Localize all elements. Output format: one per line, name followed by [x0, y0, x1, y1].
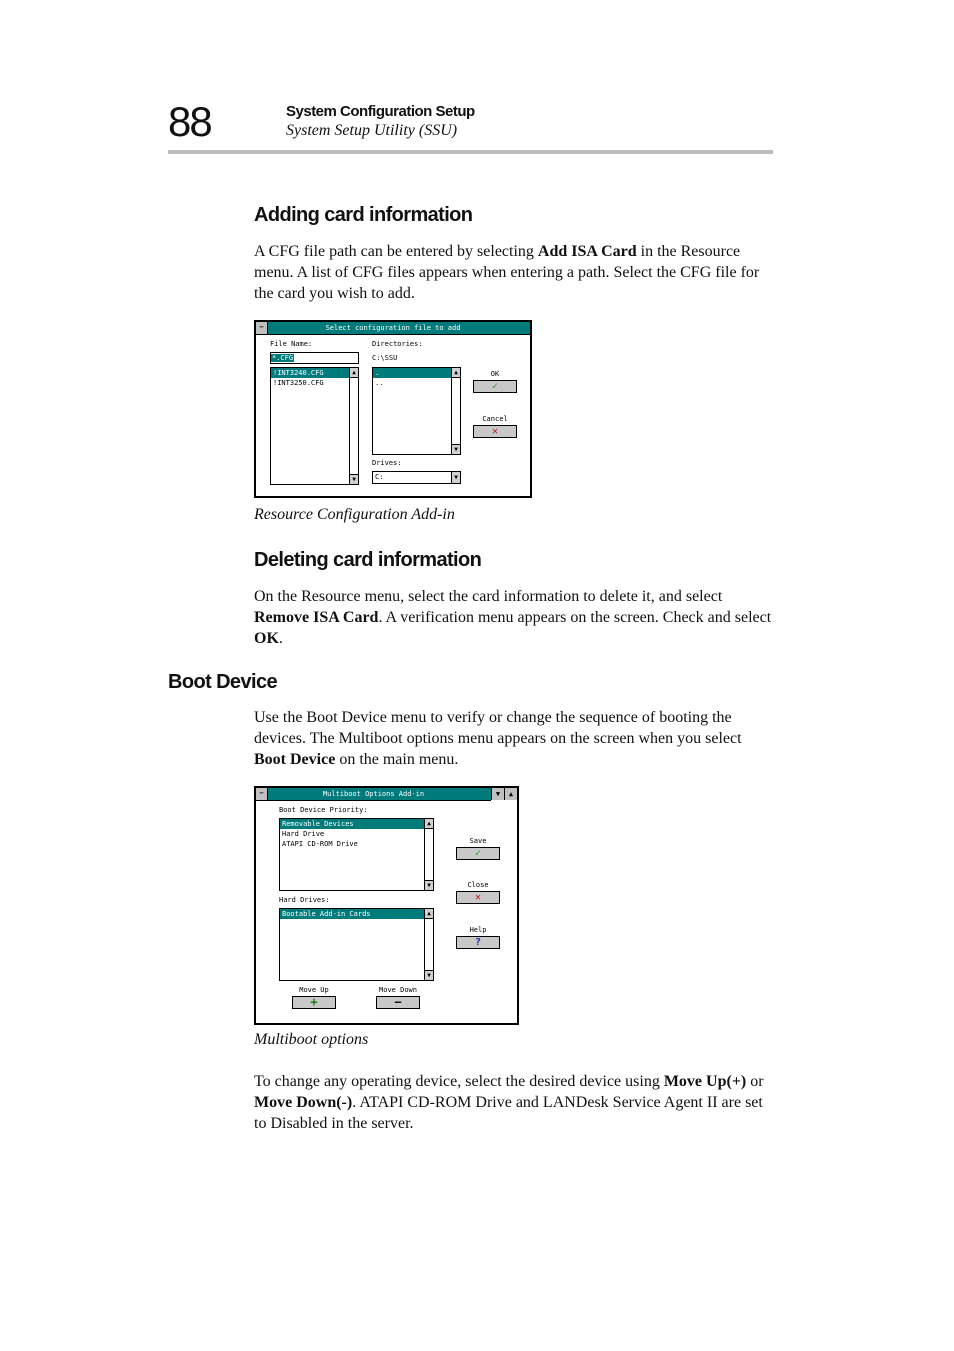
- file-list[interactable]: [270, 367, 359, 485]
- save-label: Save: [469, 837, 487, 845]
- hard-drives-list[interactable]: [279, 908, 434, 981]
- multiboot-dialog: [254, 786, 519, 1025]
- list-item[interactable]: .: [373, 368, 451, 378]
- directories-label: Directories:: [372, 340, 423, 348]
- section-title: System Setup Utility (SSU): [286, 122, 458, 139]
- system-menu-icon[interactable]: −: [256, 322, 268, 334]
- chapter-title: System Configuration Setup: [286, 103, 475, 120]
- ok-label: OK: [490, 370, 500, 378]
- save-button[interactable]: [456, 847, 500, 860]
- boot-priority-list[interactable]: [279, 818, 434, 891]
- file-name-input[interactable]: *.CFG: [270, 352, 359, 364]
- boot-priority-label: Boot Device Priority:: [279, 806, 368, 814]
- select-config-dialog: [254, 320, 532, 498]
- list-item[interactable]: ATAPI CD-ROM Drive: [282, 840, 358, 848]
- boot-heading: Boot Device: [168, 671, 277, 693]
- file-list-scrollbar[interactable]: [349, 368, 358, 484]
- hard-drives-label: Hard Drives:: [279, 896, 330, 904]
- adding-heading: Adding card information: [254, 204, 473, 226]
- boot-paragraph: Use the Boot Device menu to verify or change the sequence of booting the devices. The Multiboot options menu appears on the screen when you select Boot Device on the main menu.: [254, 709, 742, 768]
- dialog-title-bar: Select configuration file to add: [256, 322, 530, 335]
- list-item[interactable]: !INT3250.CFG: [273, 379, 324, 387]
- scroll-down-icon[interactable]: ▼: [452, 444, 460, 454]
- scroll-up-icon[interactable]: ▲: [452, 368, 460, 378]
- scroll-down-icon[interactable]: ▼: [425, 880, 433, 890]
- list-item[interactable]: ..: [375, 379, 384, 387]
- caption-1: Resource Configuration Add-in: [254, 506, 455, 523]
- scroll-down-icon[interactable]: ▼: [350, 474, 358, 484]
- list-item[interactable]: !INT3240.CFG: [271, 368, 349, 378]
- minimize-icon[interactable]: ▼: [491, 788, 504, 800]
- list-item[interactable]: Removable Devices: [280, 819, 424, 829]
- help-button[interactable]: [456, 936, 500, 949]
- page-number: 88: [168, 98, 211, 145]
- hard-drives-scrollbar[interactable]: [424, 909, 433, 980]
- directory-list[interactable]: [372, 367, 461, 455]
- scroll-up-icon[interactable]: ▲: [425, 819, 433, 829]
- close-icon: ✕: [474, 892, 482, 903]
- priority-scrollbar[interactable]: [424, 819, 433, 890]
- scroll-up-icon[interactable]: ▲: [425, 909, 433, 919]
- move-down-button[interactable]: [376, 996, 420, 1009]
- header-rule: [168, 150, 773, 154]
- system-menu-icon[interactable]: −: [256, 788, 268, 800]
- directory-list-scrollbar[interactable]: [451, 368, 460, 454]
- cancel-button[interactable]: [473, 425, 517, 438]
- list-item[interactable]: Hard Drive: [282, 830, 325, 838]
- caption-2: Multiboot options: [254, 1031, 369, 1048]
- drives-label: Drives:: [372, 459, 402, 467]
- help-label: Help: [469, 926, 487, 934]
- close-button[interactable]: [456, 891, 500, 904]
- deleting-paragraph: On the Resource menu, select the card information to delete it, and select Remove ISA Card. A verification menu appears on the screen. Check and select OK.: [254, 588, 772, 647]
- drives-dropdown-icon[interactable]: ▼: [451, 472, 460, 483]
- minus-icon: −: [394, 995, 402, 1009]
- cancel-label: Cancel: [482, 415, 508, 423]
- check-icon: ✓: [491, 381, 499, 392]
- dialog-title-bar: Multiboot Options Add-in: [256, 788, 491, 801]
- close-icon: ✕: [491, 426, 499, 437]
- maximize-icon[interactable]: ▲: [504, 788, 517, 800]
- close-label: Close: [467, 881, 489, 889]
- drives-select[interactable]: C: ▼: [372, 471, 461, 484]
- move-up-label: Move Up: [299, 986, 329, 994]
- current-directory: C:\SSU: [372, 354, 398, 362]
- check-icon: ✓: [474, 848, 482, 859]
- move-down-label: Move Down: [379, 986, 417, 994]
- file-name-label: File Name:: [270, 340, 313, 348]
- question-icon: ?: [474, 937, 482, 948]
- move-up-button[interactable]: [292, 996, 336, 1009]
- ok-button[interactable]: [473, 380, 517, 393]
- list-item[interactable]: Bootable Add-in Cards: [280, 909, 424, 919]
- scroll-down-icon[interactable]: ▼: [425, 970, 433, 980]
- deleting-heading: Deleting card information: [254, 549, 482, 571]
- adding-paragraph: A CFG file path can be entered by selecting Add ISA Card in the Resource menu. A list of CFG files appears when entering a path. Select the CFG file for the card you wish to add.: [254, 243, 760, 302]
- scroll-up-icon[interactable]: ▲: [350, 368, 358, 378]
- final-paragraph: To change any operating device, select the desired device using Move Up(+) or Move Down(-). ATAPI CD-ROM Drive and LANDesk Service Agent II are set to Disabled in the server.: [254, 1073, 764, 1132]
- plus-icon: +: [310, 995, 318, 1009]
